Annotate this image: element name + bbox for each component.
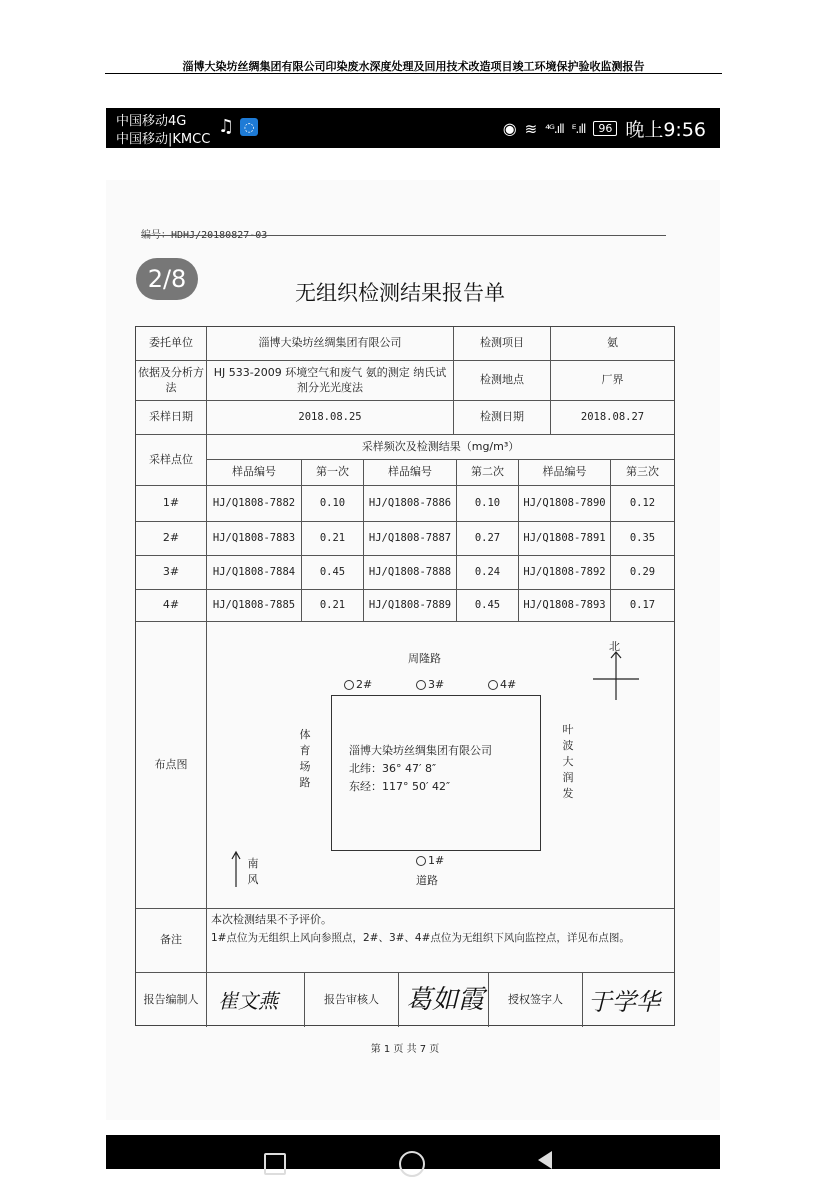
signer-signature: 于学华 [588, 988, 660, 1016]
signal-4g-icon: ⁴ᴳ.ıll [545, 121, 564, 136]
document-title: 无组织检测结果报告单 [295, 281, 505, 305]
sample-id-cell: HJ/Q1808-7888 [368, 566, 452, 579]
column-header: 样品编号 [542, 465, 587, 479]
page-footer: 第 1 页 共 7 页 [370, 1044, 440, 1055]
navigation-bar [106, 1135, 720, 1169]
value-cell: 0.24 [474, 566, 501, 579]
point-circle-icon [488, 680, 498, 690]
reviewer-signature: 葛如霞 [406, 985, 485, 1015]
sample-id-cell: HJ/Q1808-7893 [523, 599, 606, 612]
remarks-line-1: 本次检测结果不予评价。 [211, 913, 332, 926]
point-circle-icon [416, 856, 426, 866]
client-label: 委托单位 [149, 336, 193, 350]
grid-line [136, 972, 674, 973]
eye-comfort-icon: ◉ [502, 119, 517, 138]
signal-e-icon: ᴱ.ıll [571, 121, 586, 136]
grid-line [398, 972, 399, 1027]
report-header: 淄博大染坊丝绸集团有限公司印染废水深度处理及回用技术改造项目竣工环境保护验收监测报告 [182, 60, 645, 73]
column-header: 第一次 [316, 465, 349, 479]
grid-line [136, 908, 674, 909]
value-cell: 0.12 [629, 497, 656, 510]
status-left-icons [218, 116, 258, 137]
sample-id-cell: HJ/Q1808-7887 [368, 532, 452, 545]
point-circle-icon [416, 680, 426, 690]
north-arrow-icon [591, 650, 641, 702]
monitoring-point-2: 2# [344, 678, 372, 691]
client-value: 淄博大染坊丝绸集团有限公司 [258, 336, 402, 350]
battery-indicator: 96 [593, 121, 617, 136]
sample-id-cell: HJ/Q1808-7891 [523, 532, 606, 545]
test-site-label: 检测地点 [480, 373, 524, 387]
test-item-value: 氨 [607, 336, 618, 350]
basis-value: HJ 533-2009 环境空气和废气 氨的测定 纳氏试剂分光光度法 [213, 365, 447, 394]
remarks-line-2: 1#点位为无组织上风向参照点，2#、3#、4#点位为无组织下风向监控点，详见布点图。 [211, 932, 630, 944]
column-header: 样品编号 [388, 465, 432, 479]
home-button[interactable] [399, 1151, 425, 1177]
sample-id-cell: HJ/Q1808-7886 [368, 497, 452, 510]
basis-label: 依据及分析方法 [138, 365, 204, 394]
music-icon: ♫ [218, 116, 235, 137]
frequency-header: 采样频次及检测结果（mg/m³） [361, 439, 520, 453]
sample-id-cell: HJ/Q1808-7882 [212, 497, 296, 510]
monitoring-point-3: 3# [416, 678, 444, 691]
report-table [135, 326, 675, 1026]
sample-id-cell: HJ/Q1808-7890 [523, 497, 606, 510]
value-cell: 0.10 [319, 497, 346, 510]
sample-id-cell: HJ/Q1808-7883 [212, 532, 296, 545]
carrier-primary: 中国移动4G [116, 114, 187, 129]
value-cell: 0.17 [629, 599, 656, 612]
column-header: 第二次 [471, 465, 504, 479]
author-signature: 崔文燕 [218, 989, 278, 1013]
test-item-label: 检测项目 [480, 336, 524, 350]
north-label: 北 [609, 640, 620, 653]
sample-id-cell: HJ/Q1808-7889 [368, 599, 452, 612]
sample-id-cell: HJ/Q1808-7884 [212, 566, 296, 579]
author-label: 报告编制人 [143, 992, 199, 1006]
point-circle-icon [344, 680, 354, 690]
value-cell: 0.29 [629, 566, 656, 579]
road-left-label: 体育场路 [299, 728, 311, 789]
value-cell: 0.45 [474, 599, 501, 612]
factory-name: 淄博大染坊丝绸集团有限公司 [349, 744, 492, 757]
point-cell: 3# [162, 565, 180, 579]
value-cell: 0.45 [319, 566, 346, 579]
value-cell: 0.10 [474, 497, 501, 510]
sampling-date-label: 采样日期 [149, 410, 193, 424]
wind-direction-label: 南风 [247, 857, 259, 886]
road-bottom-label: 道路 [416, 874, 438, 887]
sampling-point-label: 采样点位 [149, 452, 193, 466]
column-header: 第三次 [626, 465, 659, 479]
sample-id-cell: HJ/Q1808-7885 [212, 599, 296, 612]
point-cell: 1# [162, 496, 180, 510]
sample-id-cell: HJ/Q1808-7892 [523, 566, 606, 579]
road-top-label: 周隆路 [408, 652, 441, 665]
monitoring-point-1: 1# [416, 854, 444, 867]
value-cell: 0.35 [629, 532, 656, 545]
factory-longitude: 东经：117° 50′ 42″ [349, 780, 451, 793]
clock: 晚上9:56 [625, 119, 706, 141]
back-button[interactable] [538, 1151, 552, 1169]
status-right-icons [503, 115, 706, 142]
point-cell: 4# [162, 598, 180, 612]
layout-map-label: 布点图 [154, 757, 188, 771]
test-site-value: 厂界 [601, 373, 624, 387]
point-cell: 2# [162, 531, 180, 545]
value-cell: 0.27 [474, 532, 501, 545]
grid-line [136, 621, 674, 622]
reviewer-label: 报告审核人 [324, 992, 379, 1006]
factory-latitude: 北纬：36° 47′ 8″ [349, 762, 437, 775]
document-number-rule [141, 235, 666, 236]
test-date-label: 检测日期 [480, 410, 524, 424]
wind-arrow-icon [230, 849, 242, 889]
test-date-value: 2018.08.27 [580, 411, 645, 424]
road-right-label: 叶波大润发 [562, 723, 574, 800]
signer-label: 授权签字人 [508, 992, 563, 1006]
app-notification-icon: ◌ [240, 118, 258, 136]
carrier-secondary: 中国移动|KMCC [116, 132, 211, 147]
grid-line [582, 972, 583, 1027]
header-rule [105, 73, 722, 74]
value-cell: 0.21 [319, 599, 346, 612]
wifi-icon: ≋ [524, 119, 538, 138]
document-number [141, 226, 267, 241]
sampling-date-value: 2018.08.25 [298, 411, 362, 424]
value-cell: 0.21 [319, 532, 346, 545]
remarks-label: 备注 [160, 933, 182, 947]
monitoring-point-4: 4# [488, 678, 516, 691]
recent-apps-button[interactable] [264, 1153, 286, 1175]
column-header: 样品编号 [232, 465, 276, 479]
page-indicator: 2/8 [136, 258, 198, 300]
status-bar [106, 108, 720, 148]
